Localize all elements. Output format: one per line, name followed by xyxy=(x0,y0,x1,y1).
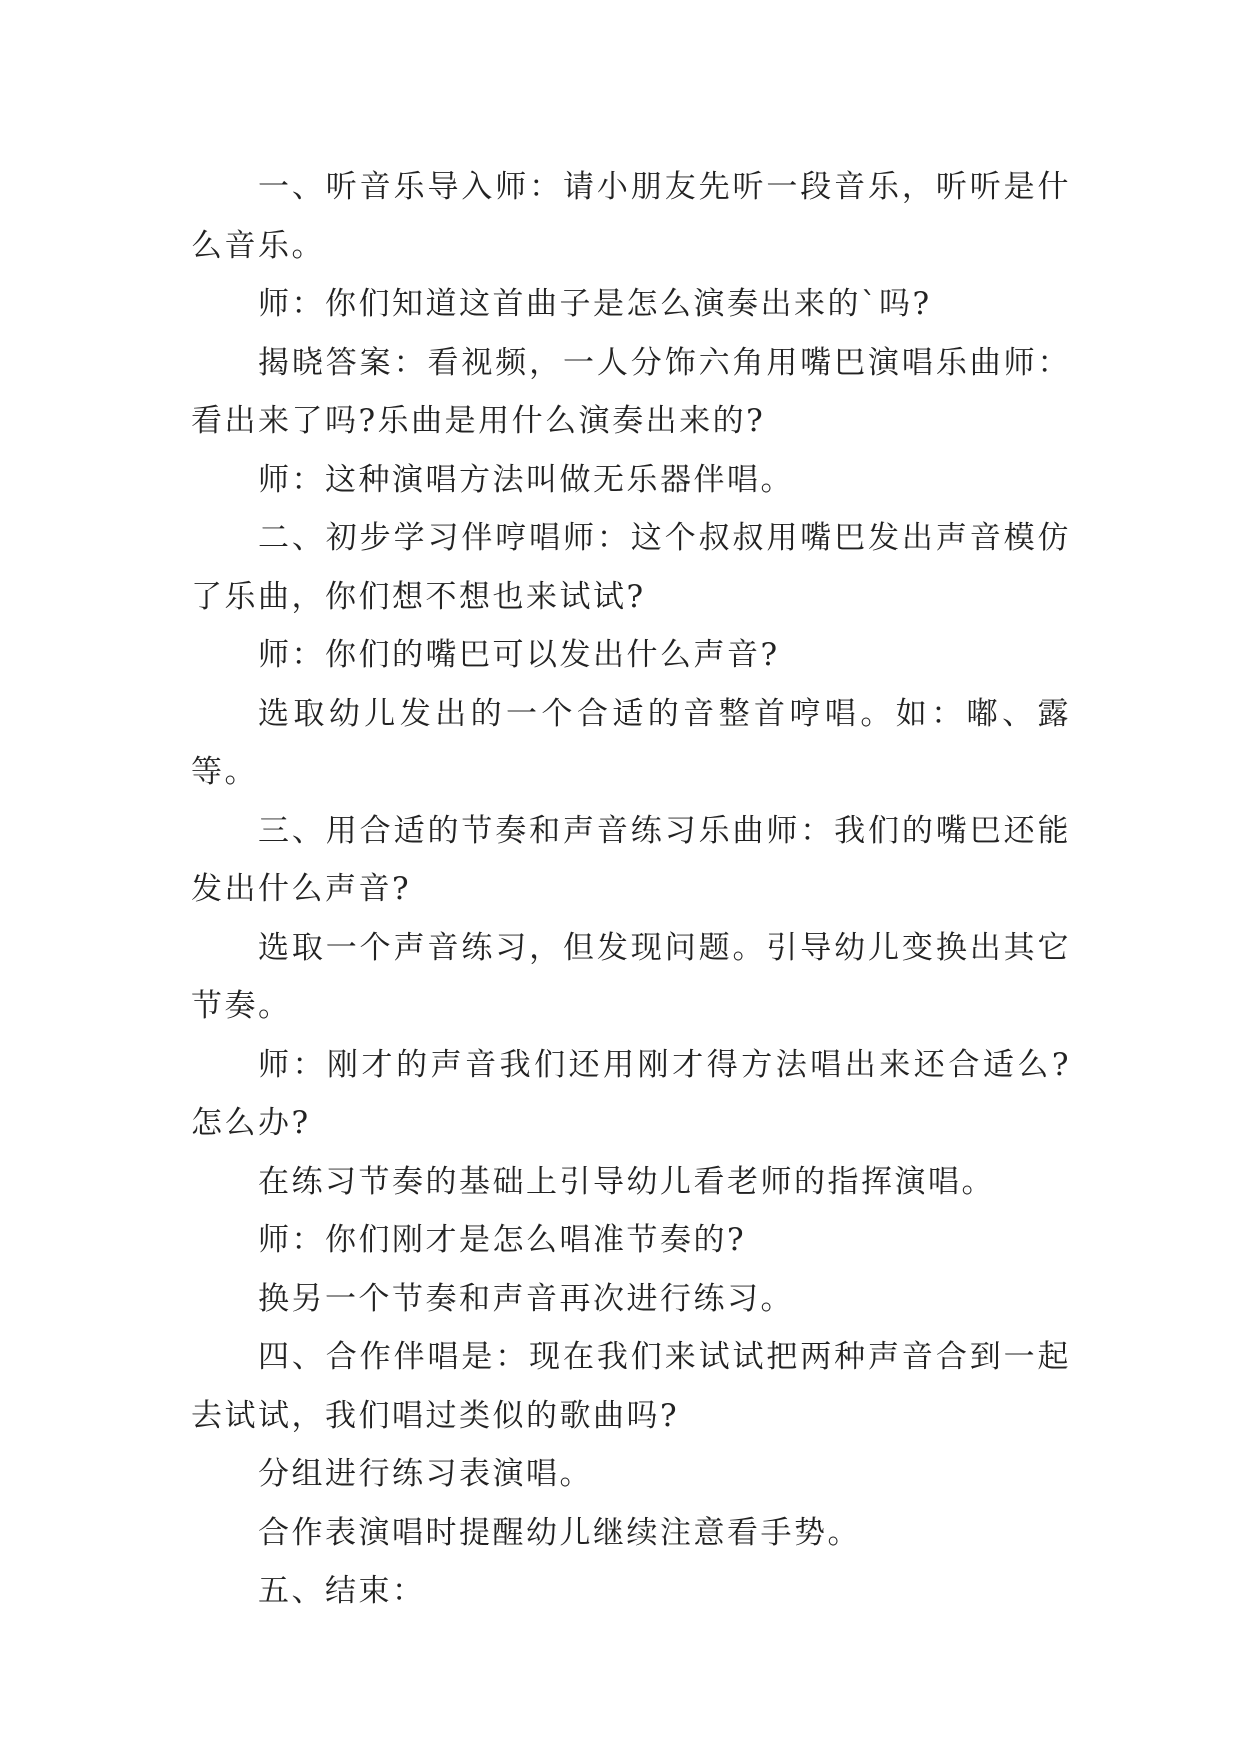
paragraph: 一、听音乐导入师：请小朋友先听一段音乐，听听是什么音乐。 xyxy=(191,169,1071,264)
paragraph: 三、用合适的节奏和声音练习乐曲师：我们的嘴巴还能发出什么声音? xyxy=(191,812,1071,907)
paragraph: 选取一个声音练习，但发现问题。引导幼儿变换出其它节奏。 xyxy=(191,929,1071,1024)
paragraph: 五、结束： xyxy=(258,1573,426,1609)
paragraph: 选取幼儿发出的一个合适的音整首哼唱。如：嘟、露等。 xyxy=(191,695,1071,790)
paragraph: 换另一个节奏和声音再次进行练习。 xyxy=(258,1280,794,1317)
paragraph: 在练习节奏的基础上引导幼儿看老师的指挥演唱。 xyxy=(258,1163,995,1200)
paragraph: 合作表演唱时提醒幼儿继续注意看手势。 xyxy=(258,1514,861,1551)
paragraph: 分组进行练习表演唱。 xyxy=(258,1456,593,1492)
paragraph: 师：这种演唱方法叫做无乐器伴唱。 xyxy=(258,461,794,498)
paragraph: 二、初步学习伴哼唱师：这个叔叔用嘴巴发出声音模仿了乐曲，你们想不想也来试试? xyxy=(191,520,1071,615)
paragraph: 师：你们刚才是怎么唱准节奏的? xyxy=(258,1222,747,1258)
paragraph: 揭晓答案：看视频，一人分饰六角用嘴巴演唱乐曲师：看出来了吗?乐曲是用什么演奏出来的? xyxy=(191,344,1071,439)
paragraph: 师：你们的嘴巴可以发出什么声音? xyxy=(258,637,780,673)
paragraph: 师：刚才的声音我们还用刚才得方法唱出来还合适么?怎么办? xyxy=(191,1046,1071,1141)
paragraph: 师：你们知道这首曲子是怎么演奏出来的`吗? xyxy=(258,286,932,322)
document-body xyxy=(191,158,1071,1621)
paragraph: 四、合作伴唱是：现在我们来试试把两种声音合到一起去试试，我们唱过类似的歌曲吗? xyxy=(191,1339,1071,1434)
